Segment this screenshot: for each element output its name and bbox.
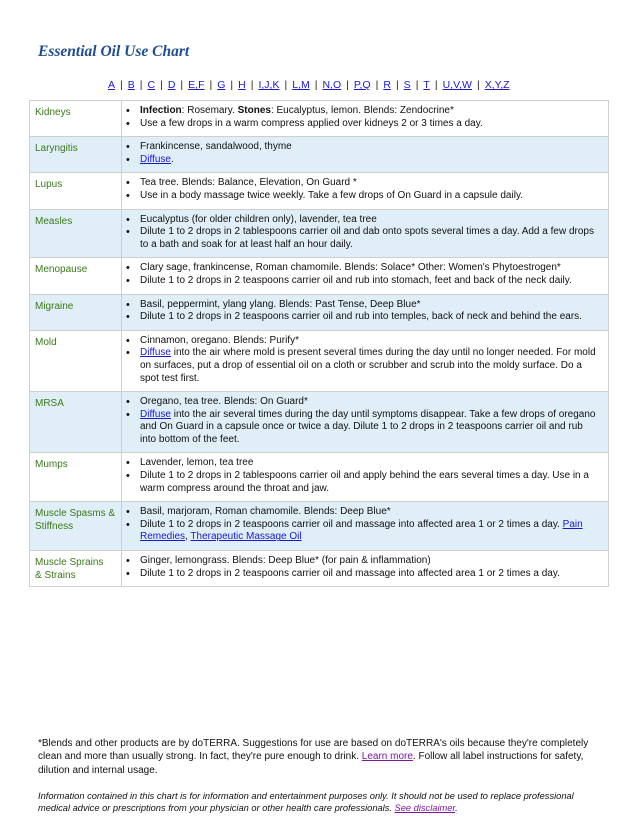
usage-item [140,396,600,409]
footnote-text: *Blends and other products are by doTERRA. Suggestions for use are based on doTERRA's oils because they're completely clean and more than usually strong. In fact, they're pure enough to drink. [38,738,589,763]
usage-text: Dilute 1 to 2 drops in 2 tablespoons carrier oil and dab onto spots several times a day. Add a few drops to a bath and soak for at least half an hour daily. [140,226,594,250]
usage-text: Dilute 1 to 2 drops in 2 teaspoons carrier oil and massage into affected area 1 or 2 times a day. [140,567,560,579]
condition-name: Muscle [35,557,67,569]
condition-cell [30,258,122,294]
alphabet-separator: | [120,79,123,91]
usage-text: Tea tree. Blends: Balance, Elevation, On Guard * [140,177,357,189]
usage-item [140,105,600,118]
usage-item [140,555,600,568]
condition-name: Measles [35,215,73,227]
alphabet-link[interactable]: T [423,79,430,91]
alphabet-link[interactable]: C [147,79,156,91]
alphabet-link[interactable]: N,O [322,79,342,91]
usage-cell [122,137,609,173]
usage-text: Ginger, lemongrass. Blends: Deep Blue* (for pain & inflammation) [140,555,431,567]
usage-text: . [170,153,174,165]
table-row [30,294,609,330]
disclaimer-text-end: . [455,803,458,814]
condition-name: Mold [35,336,57,348]
alphabet-link[interactable]: E,F [188,79,205,91]
condition-name: Menopause [35,264,88,276]
usage-item [140,118,600,131]
usage-list [122,506,600,544]
condition-name: Migraine [35,300,74,312]
usage-text: Clary sage, frankincense, Roman chamomile. Blends: Solace* Other: Women's Phytoestrogen* [140,262,561,274]
usage-text: Cinnamon, oregano. Blends: Purify* [140,334,299,346]
usage-list [122,299,600,324]
usage-cell [122,101,609,137]
alphabet-separator: | [250,79,254,91]
usage-item [140,311,600,324]
usage-item [140,275,600,288]
usage-item [140,154,600,167]
usage-list [122,105,600,130]
table-row [30,258,609,294]
usage-list [122,396,600,446]
usage-text: Lavender, lemon, tea tree [140,457,254,469]
usage-cell [122,294,609,330]
alphabet-link[interactable]: R [383,79,391,91]
alphabet-separator: | [375,79,379,91]
condition-cell [30,330,122,391]
usage-text: Eucalyptus (for older children only), lavender, tea tree [140,213,377,225]
learn-more-link[interactable]: Learn more [361,751,413,763]
usage-link[interactable]: Therapeutic Massage Oil [190,531,302,543]
usage-item [140,299,600,312]
usage-item [140,519,600,544]
condition-cell [30,137,122,173]
table-row [30,392,609,453]
condition-name: Kidneys [35,107,71,118]
alphabet-separator: | [180,79,184,91]
alphabet-separator: | [314,79,318,91]
table-row [30,330,609,391]
condition-name: Laryngitis [35,143,78,155]
alphabet-separator: | [284,79,288,91]
usage-link[interactable]: Diffuse [140,408,171,420]
condition-name: Lupus [35,179,63,191]
disclaimer-text: Information contained in this chart is for information and entertainment purposes only. It should not be used to replace professional medical advice or prescriptions from your physician or other health care professionals. [38,791,574,814]
alphabet-separator: | [346,79,349,91]
usage-item [140,409,600,447]
alphabet-link[interactable]: U,V,W [442,79,472,91]
usage-item [140,141,600,154]
usage-item [140,262,600,275]
usage-text: into the air several times during the day until symptoms disappear. Take a few drops of oregano and On Guard in a capsule once or twice a day. Dilute 1 to 2 drops in 2 teaspoons carrier oil and rub into bottom of the feet. [140,408,596,445]
footnote-text-end: . Follow all label instructions for safety, dilution and internal usage. [38,751,584,776]
alphabet-separator: | [395,79,399,91]
alphabet-separator: | [415,79,419,91]
usage-list [122,177,600,202]
footnote [38,737,600,777]
condition-name: Mumps [35,459,68,471]
table-row [30,137,609,173]
usage-item [140,506,600,519]
alphabet-separator: | [230,79,234,91]
usage-cell [122,258,609,294]
table-row [30,101,609,137]
usage-cell [122,173,609,209]
alphabet-link[interactable]: P,Q [353,79,371,91]
usage-list [122,457,600,495]
see-disclaimer-link[interactable]: See disclaimer [394,803,456,814]
usage-text: Frankincense, sandalwood, thyme [140,141,292,153]
alphabet-link[interactable]: A [108,79,116,91]
condition-cell [30,294,122,330]
usage-link[interactable]: Diffuse [140,347,171,359]
usage-item [140,226,600,251]
usage-text: Use a few drops in a warm compress applied over kidneys 2 or 3 times a day. [140,117,483,129]
usage-list [122,262,600,287]
condition-name-line2: & Strains [35,569,76,581]
usage-item [140,568,600,581]
condition-name: MRSA [35,398,64,410]
usage-label: Stones [237,105,271,116]
usage-text: : Eucalyptus, lemon. Blends: Zendocrine* [270,105,454,116]
table-row [30,453,609,502]
condition-cell [30,453,122,502]
usage-label: Infection [140,105,182,116]
alphabet-link[interactable]: H [238,79,246,91]
usage-text: Dilute 1 to 2 drops in 2 teaspoons carrier oil and rub into temples, back of neck and behind the ears. [140,311,582,323]
alphabet-link[interactable]: D [167,79,176,91]
condition-name: Muscle Spasms & Stiffness [35,508,116,532]
alphabet-link[interactable]: B [127,79,135,91]
table-row [30,551,609,587]
alphabet-link[interactable]: G [217,79,226,91]
usage-link[interactable]: Pain Remedies [140,518,583,543]
alphabet-index [108,79,510,91]
table-row [30,173,609,209]
usage-item [140,214,600,227]
usage-item [140,347,600,385]
alphabet-link[interactable]: I,J,K [258,79,280,91]
usage-text: , [185,531,191,543]
alphabet-link[interactable]: X,Y,Z [484,79,510,91]
usage-cell [122,330,609,391]
condition-cell [30,551,122,587]
alphabet-link[interactable]: L,M [292,79,310,91]
usage-text: Dilute 1 to 2 drops in 2 tablespoons carrier oil and apply behind the ears several times a day. Use in a warm compress around the throat and jaw. [140,470,589,494]
usage-item [140,457,600,470]
condition-cell [30,173,122,209]
usage-text: Oregano, tea tree. Blends: On Guard* [140,396,308,408]
condition-cell [30,209,122,258]
usage-text: : Rosemary. [181,105,238,116]
alphabet-separator: | [434,79,438,91]
usage-cell [122,453,609,502]
condition-cell [30,392,122,453]
usage-list [122,141,600,166]
usage-item [140,335,600,348]
usage-text: Dilute 1 to 2 drops in 2 teaspoons carrier oil and massage into affected area 1 or 2 times a day. [140,518,563,530]
table-row [30,502,609,551]
usage-list [122,555,600,580]
usage-list [122,214,600,252]
usage-text: Basil, marjoram, Roman chamomile. Blends: Deep Blue* [140,506,391,518]
usage-cell [122,209,609,258]
alphabet-separator: | [160,79,163,91]
usage-list [122,335,600,385]
condition-name-small: Sprains [69,557,104,569]
page-title: Essential Oil Use Chart [38,43,190,60]
usage-item [140,190,600,203]
alphabet-separator: | [139,79,143,91]
disclaimer [38,790,600,815]
usage-text: Use in a body massage twice weekly. Take a few drops of On Guard in a capsule daily. [140,189,523,201]
condition-cell [30,502,122,551]
usage-cell [122,392,609,453]
alphabet-separator: | [209,79,213,91]
alphabet-separator: | [476,79,480,91]
usage-cell [122,502,609,551]
usage-item [140,177,600,190]
condition-cell [30,101,122,137]
usage-text: into the air where mold is present several times during the day until no longer needed. For mold on surfaces, put a drop of essential oil on a cloth or scrubber and scrub into the moldy surface. Do a spot test first. [140,347,596,384]
usage-text: Dilute 1 to 2 drops in 2 teaspoons carrier oil and rub into stomach, feet and back of the neck daily. [140,274,572,286]
usage-text: Basil, peppermint, ylang ylang. Blends: Past Tense, Deep Blue* [140,298,421,310]
table-row [30,209,609,258]
usage-link[interactable]: Diffuse [140,153,171,165]
oil-use-table [29,100,609,587]
usage-item [140,470,600,495]
usage-cell [122,551,609,587]
alphabet-link[interactable]: S [403,79,411,91]
